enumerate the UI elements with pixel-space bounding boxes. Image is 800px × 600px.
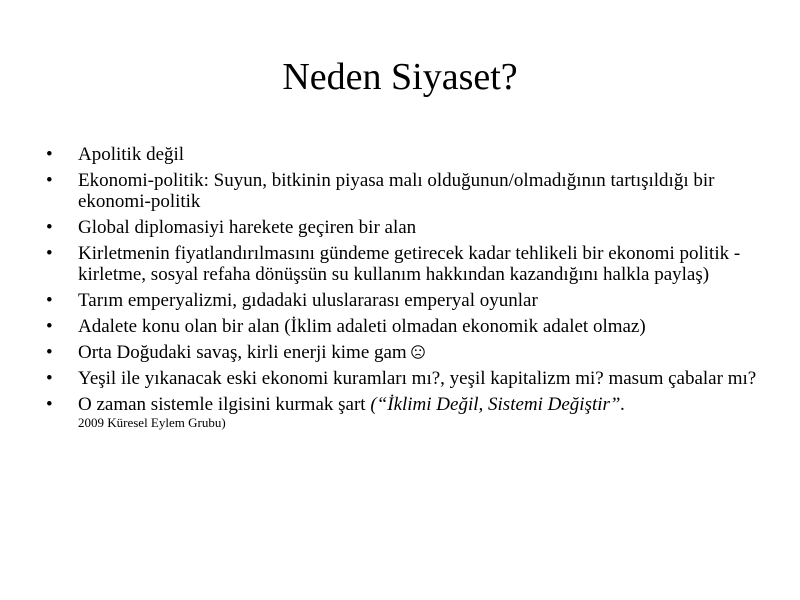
bullet-dot: • (46, 144, 53, 165)
bullet-text: Kirletmenin fiyatlandırılmasını gündeme getirecek kadar tehlikeli bir ekonomi politik - kirletme, sosyal refaha dönüşsün su kullanım hakkından kazandığını halkla paylaş) (78, 243, 741, 285)
bullet-dot: • (46, 368, 53, 389)
bullet-text: Apolitik değil (78, 144, 185, 165)
bullet-item-3 (46, 217, 766, 238)
bullet-item-5 (46, 290, 766, 311)
bullet-dot: • (46, 217, 53, 238)
bullet-source-note: 2009 Küresel Eylem Grubu) (78, 415, 226, 430)
bullet-text: O zaman sistemle ilgisini kurmak şart (78, 394, 371, 415)
bullet-italic-quote: (“İklimi Değil, Sistemi Değiştir”. (370, 394, 626, 415)
bullet-dot: • (46, 394, 53, 415)
bullet-item-7 (46, 342, 766, 363)
bullet-item-9 (46, 394, 766, 430)
bullet-dot: • (46, 290, 53, 311)
bullet-dot: • (46, 170, 53, 191)
bullet-item-1 (46, 144, 766, 165)
bullet-dot: • (46, 316, 53, 337)
bullet-item-6 (46, 316, 766, 337)
bullet-dot: • (46, 342, 53, 363)
slide-title: Neden Siyaset? (282, 56, 518, 98)
bullet-dot: • (46, 243, 53, 264)
bullet-item-8 (46, 368, 766, 389)
bullet-text: Yeşil ile yıkanacak eski ekonomi kuramları mı?, yeşil kapitalizm mi? masum çabalar mı? (78, 368, 757, 389)
bullet-text: Ekonomi-politik: Suyun, bitkinin piyasa malı olduğunun/olmadığının tartışıldığı bir ekonomi-politik (78, 170, 715, 212)
bullet-text: Adalete konu olan bir alan (İklim adaleti olmadan ekonomik adalet olmaz) (78, 316, 646, 337)
bullet-item-4 (46, 243, 766, 285)
bullet-text: Orta Doğudaki savaş, kirli enerji kime gam (78, 342, 407, 363)
bullet-item-2 (46, 170, 766, 212)
bullet-text: Tarım emperyalizmi, gıdadaki uluslararası emperyal oyunlar (78, 290, 538, 311)
bullet-list (46, 144, 766, 435)
frown-icon (411, 345, 425, 359)
bullet-text: Global diplomasiyi harekete geçiren bir alan (78, 217, 417, 238)
